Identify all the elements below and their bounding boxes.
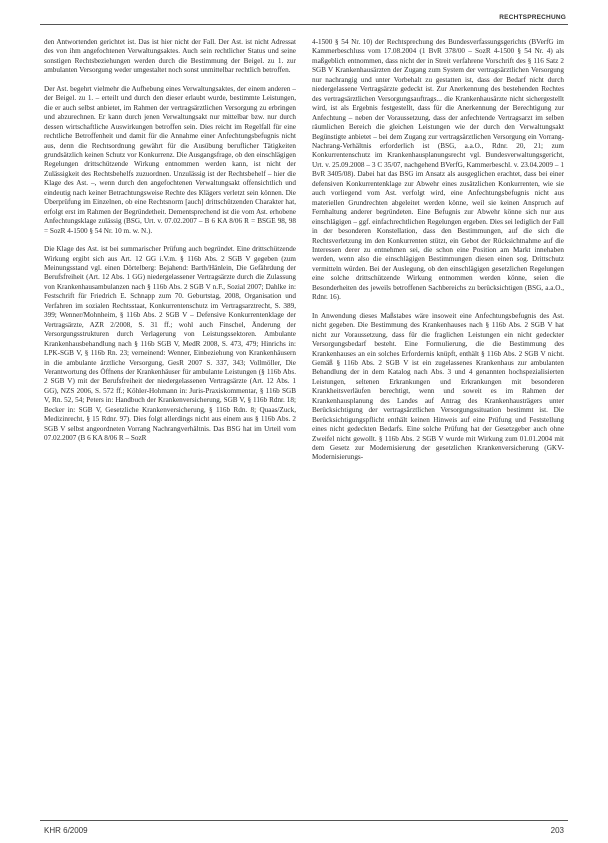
journal-issue: KHR 6/2009 — [44, 826, 88, 835]
footer-rule — [40, 820, 568, 821]
paragraph: Der Ast. begehrt vielmehr die Aufhebung eines Verwaltungsaktes, der einem anderen – der Beigel. zu 1. – erteilt und durch den dieser erlaubt wurde, bestimmte Leistungen, die er auch selbst anbietet, im Rahmen der vertragsärztlichen Versorgung zu erbringen und abzurechnen. Er kann durch jenen Verwaltungsakt nur mittelbar bzw. nur durch dessen wirtschaftliche Auswirkungen betroffen sein. Dies reicht im Regelfall für eine rechtliche Betroffenheit und damit für die Annahme einer Anfechtungsbefugnis nicht aus, denn die Rechtsordnung gewährt für die Ausübung beruflicher Tätigkeiten grundsätzlich keinen Schutz vor Konkurrenz. Die Ausgangsfrage, ob den einschlägigen Regelungen drittschützende Wirkung entnommen werden kann, ist nicht der Zulässigkeit des Rechtsbehelfs zuzuordnen. Unzulässig ist der Rechtsbehelf – hier die Klage des Ast. –, wenn durch den angefochtenen Verwaltungsakt offensichtlich und eindeutig nach keiner Betrachtungsweise Rechte des Klägers verletzt sein können. Die Überprüfung im Einzelnen, ob eine Rechtsnorm [auch] drittschützenden Charakter hat, erfolgt erst im Rahmen der Begründetheit. Dementsprechend ist die vom Ast. erhobene Anfechtungsklage zulässig (BSG, Urt. v. 07.02.2007 – B 6 KA 8/06 R = BSGE 98, 98 = SozR 4-1500 § 54 Nr. 10 m. w. N.). — [44, 84, 296, 235]
paragraph: 4-1500 § 54 Nr. 10) der Rechtsprechung des Bundesverfassungsgerichts (BVerfG im Kammerbeschluss vom 17.08.2004 (1 BvR 378/00 – SozR 4-1500 § 54 Nr. 4) als maßgeblich entnommen, dass nicht der in Streit verfahrene Vorschrift des § 116 Satz 2 SGB V Krankenhausärzten der Zugang zum System der vertragsärztlichen Versorgung nur nachrangig und unter Vorbehalt zu gestatten ist, dass der Bedarf nicht durch niedergelassene Vertragsärzte gedeckt ist. Zur Anerkennung des bestehenden Rechtes des vertragsärztlichen Versorgungsauftrags... die Krankenhausärzte nicht sichergestellt wird, ist als Ergebnis festgestellt, dass für die Anerkennung der Berechtigung zur Anfechtung – neben der Voraussetzung, dass der anfechtende Vertragsarzt im selben räumlichen Bereich die gleichen Leistungen wie der durch den Verwaltungsakt Begünstigte anbietet – bei dem Zugang zur vertragsärztlichen Versorgung ein Vorrang-Nachrang-Verhältnis erforderlich ist (BSG, a.a.O., Rdnr. 20, 21; zum Konkurrentenschutz im Krankenhausplanungsrecht vgl. Bundesverwaltungsgericht, Urt. v. 25.09.2008 – 3 C 35/07, nachgehend BVerfG, Kammerbeschl. v. 23.04.2009 – 1 BvR 3405/08). Dabei hat das BSG im Ansatz als ausgeglichen erachtet, dass bei einer defensiven Konkurrentenklage zur Abwehr eines zusätzlichen Konkurrenten, wie sie auch vorliegend vom Ast. verfolgt wird, eine Anfechtungsbefugnis nicht aus materiellen Grundrechten abgeleitet werden könne, weil sie keinen Anspruch auf Fernhaltung anderer begründeten. Eine Befugnis zur Abwehr könne sich nur aus einschlägigen – ggf. einfachrechtlichen Regelungen ergeben. Dies sei lediglich der Fall in der besonderen Konstellation, dass den Bestimmungen, auf die sich die Rechtsverletzung im den Konkurrenten stützt, ein Gebot der Rücksichtnahme auf die Interessen derer zu entnehmen sei, die schon eine Position am Markt innehaben werden, wenn also die einschlägigen Bestimmungen diesen einen sog. Drittschutz vermitteln würden. Bei der Auslegung, ob den einschlägigen gesetzlichen Regelungen eine solche drittschützende Wirkung entnommen werden könne, seien die Besonderheiten des jeweils betroffenen Sachbereichs zu berücksichtigen (BSG, a.a.O., Rdnr. 16). — [312, 38, 564, 302]
paragraph: den Antwortenden gerichtet ist. Das ist hier nicht der Fall. Der Ast. ist nicht Adressat des von ihm angefochtenen Verwaltungsaktes. Auch sein rechtlicher Status und seine sonstigen Rechtsbeziehungen werden durch die Bestimmung der Beigel. zu 1. zur ambulanten Versorgung weder umgestaltet noch sonst unmittelbar rechtlich betroffen. — [44, 38, 296, 75]
right-column — [312, 38, 564, 813]
paragraph: Die Klage des Ast. ist bei summarischer Prüfung auch begründet. Eine drittschützende Wirkung ergibt sich aus Art. 12 GG i.V.m. § 116b Abs. 2 SGB V gegeben (zum Meinungsstand vgl. einen Dörtelberg: Bejahend: Barth/Hänlein, Die Gefährdung der Berufsfreiheit (Art. 12 Abs. 1 GG) niedergelassener Vertragsärzte durch die Zulassung von Krankenhausambulanzen nach § 116b Abs. 2 SGB V n.F., Sozial 2007; Dahlke in: Festschrift für Friedrich E. Schnapp zum 70. Geburtstag, 2008, Organisation und Verfahren im sozialen Rechtsstaat, Konkurrentenschutz im Vertragsarztrecht, S. 389, 399; Wenner/Mohnheim, § 116b Abs. 2 SGB V – Defensive Konkurrentenklage der Vertragsärzte, AZR 2/2008, S. 31 ff.; wohl auch Finschel, Änderung der Versorgungsstrukturen durch Verlagerung von Leistungssektoren. Ambulante Krankenhausbehandlung nach § 116b SGB V, MedR 2008, S. 473, 479; Hinrichs in: LPK-SGB V, § 116b Rn. 23; verneinend: Wenner, Einbeziehung von Krankenhäusern in die ambulante ärztliche Versorgung, GesR 2007 S. 337, 343; Vollmöller, Die Verantwortung des Öffnens der Krankenhäuser für ambulante Leistungen (§ 116b Abs. 2 SGB V) mit der Berufsfreiheit der niedergelassenen Vertragsärzte (Art. 12 Abs. 1 GG), NZS 2006, S. 572 ff.; Köhler-Hohmann in: Juris-Praxiskommentar, § 116b SGB V, Rn. 52, 54; Peters in: Handbuch der Krankenversicherung, SGB V, § 116b Rdnr. 18; Becker in: SGB V, Gesetzliche Krankenversicherung, § 116b Rdn. 8; Quaas/Zuck, Medizinrecht, § 15 Rdnr. 97). Dies folgt allerdings nicht aus einem aus § 116b Abs. 2 SGB V selbst angeordneten Vorrang Nachrangverhältnis. Das BSG hat im Urteil vom 07.02.2007 (B 6 KA 8/06 R – SozR — [44, 245, 296, 443]
section-label: RECHTSPRECHUNG — [499, 14, 566, 21]
header-rule — [40, 24, 568, 25]
paragraph: In Anwendung dieses Maßstabes wäre insoweit eine Anfechtungsbefugnis des Ast. nicht gegeben. Die Bestimmung des Krankenhauses nach § 116b Abs. 2 SGB V hat nicht zur Voraussetzung, dass für die fraglichen Leistungen ein nicht gedeckter Versorgungsbedarf besteht. Eine Formulierung, die die Bestimmung des Krankenhauses an ein solches Erfordernis knüpft, enthält § 116b Abs. 2 SGB V nicht. Gemäß § 116b Abs. 2 SGB V ist ein zugelassenes Krankenhaus zur ambulanten Behandlung der in dem Katalog nach Abs. 3 und 4 genannten hochspezialisierten Leistungen, seltenen Erkrankungen und Erkrankungen mit besonderen Krankheitsverläufen berechtigt, wenn und soweit es im Rahmen der Krankenhausplanung des Landes auf Antrag des Krankenhausträgers unter Berücksichtigung der vertragsärztlichen Versorgungssituation bestimmt ist. Die Berücksichtigungspflicht enthält keinen Hinweis auf eine Prüfung und Feststellung eines nicht gedeckten Bedarfs. Eine solche Prüfung hat der Gesetzgeber auch ohne Zweifel nicht gewollt. § 116b Abs. 2 SGB V wurde mit Wirkung zum 01.01.2004 mit dem Gesetz zur Modernisierung der gesetzlichen Krankenversicherung (GKV-Modernisierungs- — [312, 311, 564, 462]
article-body — [44, 38, 564, 813]
page-number: 203 — [550, 826, 564, 835]
left-column — [44, 38, 296, 813]
